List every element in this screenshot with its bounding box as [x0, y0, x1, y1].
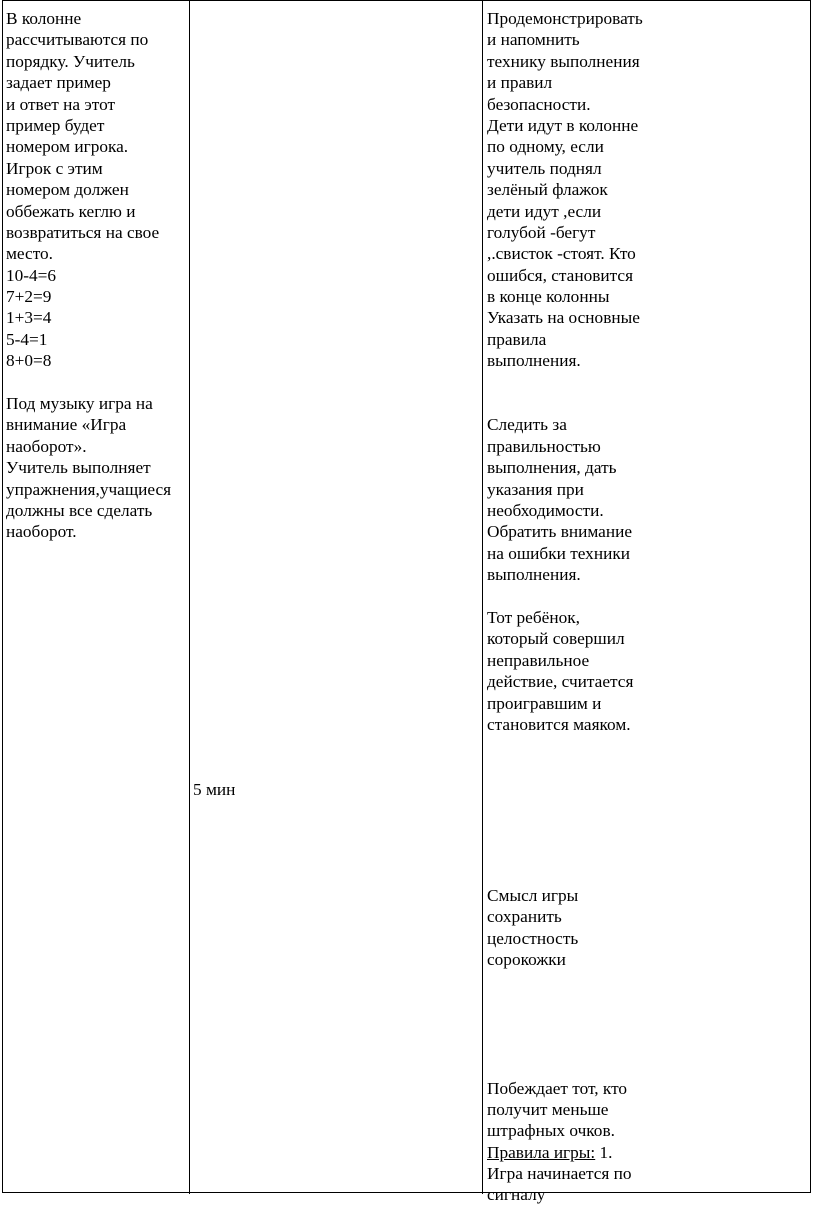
- text-line: 10-4=6: [6, 265, 57, 285]
- text-line: [487, 757, 809, 778]
- text-line: [487, 1056, 809, 1077]
- text-line: [487, 735, 809, 756]
- text-line: в конце колонны: [487, 287, 610, 307]
- text-line: [487, 799, 809, 820]
- methodical-notes-cell: [487, 8, 809, 1206]
- text-line: [6, 372, 186, 393]
- text-line: рассчитываются по: [6, 30, 149, 50]
- text-line: внимание «Игра: [6, 415, 127, 435]
- text-line: 8+0=8: [6, 351, 52, 371]
- text-line: Тот ребёнок,: [487, 607, 580, 627]
- text-line: зелёный флажок: [487, 180, 608, 200]
- text-line: который совершил: [487, 629, 625, 649]
- text-line: и правил: [487, 73, 553, 93]
- text-line: [487, 842, 809, 863]
- text-line: по одному, если: [487, 137, 604, 157]
- text-line: необходимости.: [487, 500, 604, 520]
- text-line: Под музыку игра на: [6, 394, 153, 414]
- text-line: получит меньше: [487, 1099, 609, 1119]
- text-line: задает пример: [6, 73, 111, 93]
- text-line: [487, 971, 809, 992]
- text-line: указания при: [487, 479, 584, 499]
- text-line: 7+2=9: [6, 287, 52, 307]
- text-line: В колонне: [6, 9, 82, 28]
- text-line: правильностью: [487, 436, 601, 456]
- text-line: Указать на основные: [487, 308, 640, 328]
- text-line: Игра начинается по: [487, 1164, 632, 1184]
- text-line: Продемонстрировать: [487, 9, 643, 28]
- text-line: [487, 864, 809, 885]
- text-line: технику выполнения: [487, 51, 640, 71]
- text-line: ошибся, становится: [487, 265, 634, 285]
- text-line: на ошибки техники: [487, 543, 630, 563]
- text-line: возвратиться на свое: [6, 222, 160, 242]
- text-line: дети идут ,если: [487, 201, 602, 221]
- text-line: целостность: [487, 928, 579, 948]
- rules-line: [487, 1142, 809, 1163]
- duration-cell: 5 мин: [193, 780, 236, 799]
- text-line: 1+3=4: [6, 308, 52, 328]
- text-line: Обратить внимание: [487, 522, 633, 542]
- text-line: [487, 992, 809, 1013]
- text-line: выполнения, дать: [487, 458, 617, 478]
- text-line: Игрок с этим: [6, 158, 103, 178]
- text-line: проигравшим и: [487, 693, 602, 713]
- rules-number: 1.: [595, 1142, 613, 1162]
- text-line: [487, 1013, 809, 1034]
- text-line: порядку. Учитель: [6, 51, 135, 71]
- column-divider: [482, 1, 483, 1194]
- text-line: Побеждает тот, кто: [487, 1078, 628, 1098]
- text-line: и напомнить: [487, 30, 580, 50]
- text-line: становится маяком.: [487, 714, 631, 734]
- text-line: безопасности.: [487, 94, 591, 114]
- text-line: [487, 821, 809, 842]
- text-line: действие, считается: [487, 672, 634, 692]
- column-divider: [189, 1, 190, 1194]
- text-line: сохранить: [487, 907, 562, 927]
- text-line: и ответ на этот: [6, 94, 116, 114]
- text-line: ,.свисток -стоят. Кто: [487, 244, 636, 264]
- text-line: Следить за: [487, 415, 567, 435]
- task-description-cell: [6, 8, 186, 543]
- text-line: наоборот».: [6, 436, 87, 456]
- text-line: Учитель выполняет: [6, 458, 151, 478]
- text-line: неправильное: [487, 650, 590, 670]
- text-line: место.: [6, 244, 53, 264]
- rules-label: Правила игры:: [487, 1142, 596, 1162]
- text-line: упражнения,учащиеся: [6, 479, 172, 499]
- text-line: [487, 586, 809, 607]
- text-line: выполнения.: [487, 565, 581, 585]
- text-line: сорокожки: [487, 950, 566, 970]
- text-line: штрафных очков.: [487, 1121, 615, 1141]
- text-line: учитель поднял: [487, 158, 602, 178]
- text-line: наоборот.: [6, 522, 77, 542]
- text-line: номером должен: [6, 180, 129, 200]
- text-line: [487, 778, 809, 799]
- text-line: выполнения.: [487, 351, 581, 371]
- text-line: должны все сделать: [6, 500, 153, 520]
- text-line: [487, 372, 809, 393]
- text-line: [487, 1035, 809, 1056]
- text-line: пример будет: [6, 115, 105, 135]
- text-line: 5-4=1: [6, 329, 48, 349]
- text-line: сигналу: [487, 1185, 546, 1205]
- text-line: Смысл игры: [487, 886, 579, 906]
- text-line: правила: [487, 329, 547, 349]
- text-line: [487, 393, 809, 414]
- text-line: голубой -бегут: [487, 222, 596, 242]
- text-line: номером игрока.: [6, 137, 129, 157]
- text-line: Дети идут в колонне: [487, 115, 639, 135]
- text-line: оббежать кеглю и: [6, 201, 136, 221]
